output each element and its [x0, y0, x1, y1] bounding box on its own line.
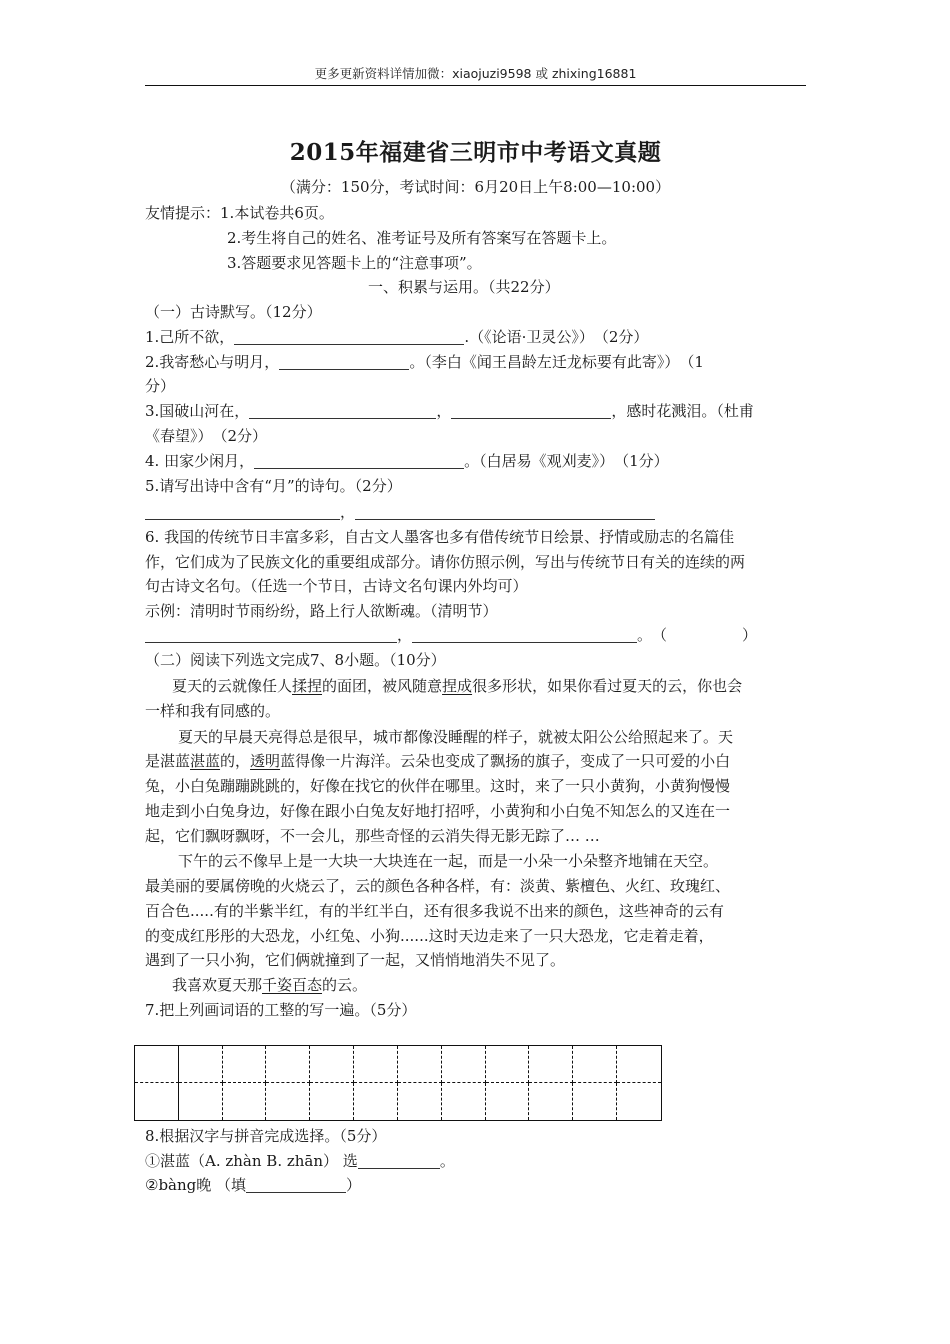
passage-line: 百合色.....有的半紫半红，有的半红半白，还有很多我说不出来的颜色，这些神奇的云有	[145, 902, 724, 920]
passage-line	[172, 975, 367, 995]
question-6-answer	[145, 625, 757, 645]
question-3	[145, 401, 754, 421]
question-text: ②bàng晚 （填	[145, 1176, 247, 1194]
passage-text: 的面团，被风随意	[322, 677, 443, 695]
answer-blank[interactable]	[145, 627, 397, 643]
answer-blank[interactable]	[451, 403, 611, 419]
passage-text: 的，	[220, 752, 251, 770]
question-6-line: 作，它们成为了民族文化的重要组成部分。请你仿照示例，写出与传统节日有关的连续的两	[145, 553, 746, 571]
page-header-note: 更多更新资料详情加微：xiaojuzi9598 或 zhixing16881	[314, 66, 637, 81]
answer-blank[interactable]	[234, 329, 464, 345]
passage-text: 我喜欢夏天那	[172, 976, 263, 994]
question-text: 。 （ ）	[637, 626, 758, 644]
question-5-answer	[145, 502, 655, 522]
tips-line-1	[145, 203, 334, 223]
question-8-option-1	[145, 1151, 455, 1171]
question-text: ，	[436, 402, 452, 420]
underlined-word: 千姿百态	[262, 976, 323, 994]
question-5: 5.请写出诗中含有“月”的诗句。（2分）	[145, 477, 402, 495]
question-6-line: 句古诗文名句。（任选一个节日，古诗文名句课内外均可）	[145, 577, 528, 595]
answer-blank[interactable]	[279, 354, 409, 370]
underlined-word: 湛蓝	[190, 752, 221, 770]
tip-item: 3.答题要求见答题卡上的“注意事项”。	[227, 254, 482, 272]
underlined-word: 透明	[250, 752, 281, 770]
passage-text: 的云。	[322, 976, 368, 994]
question-text: ）	[346, 1176, 362, 1194]
question-text: ，感时花溅泪。（杜甫	[611, 402, 754, 420]
passage-line: 下午的云不像早上是一大块一大块连在一起，而是一小朵一小朵整齐地铺在天空。	[178, 852, 719, 870]
passage-text: 很多形状，如果你看过夏天的云，你也会	[472, 677, 743, 695]
exam-subtitle: （满分：150分，考试时间：6月20日上午8:00—10:00）	[280, 178, 671, 196]
passage-line: 地走到小白兔身边，好像在跟小白兔友好地打招呼，小黄狗和小白兔不知怎么的又连在一	[145, 802, 731, 820]
writing-grid[interactable]	[134, 1045, 662, 1121]
question-7: 7.把上列画词语的工整的写一遍。（5分）	[145, 1001, 417, 1019]
question-text: 。	[439, 1152, 455, 1170]
passage-line	[145, 751, 730, 771]
question-text: ①湛蓝（A. zhàn B. zhān） 选	[145, 1152, 358, 1170]
question-text: ，	[340, 503, 356, 521]
tip-item: 2.考生将自己的姓名、准考证号及所有答案写在答题卡上。	[227, 229, 617, 247]
tip-item: 1.本试卷共6页。	[220, 204, 334, 222]
tips-label: 友情提示：	[145, 204, 221, 222]
question-text: .（《论语·卫灵公》） （2分）	[464, 328, 649, 346]
underlined-word: 揉捏	[292, 677, 323, 695]
question-text: 2.我寄愁心与明月，	[145, 353, 280, 371]
question-6-example: 示例：清明时节雨纷纷，路上行人欲断魂。（清明节）	[145, 602, 498, 620]
part1-heading: （一）古诗默写。（12分）	[145, 303, 322, 321]
passage-line: 兔，小白兔蹦蹦跳跳的，好像在找它的伙伴在哪里。这时，来了一只小黄狗，小黄狗慢慢	[145, 777, 731, 795]
passage-line: 最美丽的要属傍晚的火烧云了，云的颜色各种各样，有：淡黄、紫檀色、火红、玫瑰红、	[145, 877, 731, 895]
underlined-word: 捏成	[442, 677, 473, 695]
answer-blank[interactable]	[355, 504, 655, 520]
answer-blank[interactable]	[246, 1177, 346, 1193]
passage-line: 的变成红彤彤的大恐龙，小红兔、小狗......这时天边走来了一只大恐龙，它走着走着，	[145, 927, 714, 945]
part2-heading: （二）阅读下列选文完成7、8小题。（10分）	[145, 651, 446, 669]
answer-blank[interactable]	[254, 453, 464, 469]
question-text: 。（李白《闻王昌龄左迁龙标要有此寄》） （1	[409, 353, 704, 371]
passage-line: 起，它们飘呀飘呀，不一会儿，那些奇怪的云消失得无影无踪了… …	[145, 827, 600, 845]
question-6-line: 6. 我国的传统节日丰富多彩，自古文人墨客也多有借传统节日绘景、抒情或励志的名篇佳	[145, 528, 735, 546]
question-text: ，	[397, 626, 413, 644]
question-text: 4. 田家少闲月，	[145, 452, 255, 470]
answer-blank[interactable]	[358, 1153, 440, 1169]
passage-line: 夏天的早晨天亮得总是很早，城市都像没睡醒的样子，就被太阳公公给照起来了。天	[178, 728, 734, 746]
question-text: 3.国破山河在，	[145, 402, 250, 420]
question-4	[145, 451, 669, 471]
question-3-cont: 《春望》） （2分）	[145, 427, 268, 445]
passage-line: 遇到了一只小狗，它们俩就撞到了一起，又悄悄地消失不见了。	[145, 951, 566, 969]
header-divider	[145, 85, 806, 86]
question-2	[145, 352, 704, 372]
section-heading: 一、积累与运用。（共22分）	[368, 278, 560, 296]
passage-line: 一样和我有同感的。	[145, 702, 281, 720]
question-text: 。（白居易《观刈麦》） （1分）	[464, 452, 669, 470]
question-2-cont: 分）	[145, 377, 176, 395]
exam-title: 2015年福建省三明市中考语文真题	[289, 139, 662, 166]
passage-text: 夏天的云就像任人	[172, 677, 293, 695]
question-1	[145, 327, 648, 347]
answer-blank[interactable]	[145, 504, 340, 520]
answer-blank[interactable]	[249, 403, 436, 419]
passage-text: 是湛蓝	[145, 752, 191, 770]
question-8-option-2	[145, 1175, 361, 1195]
passage-text: 蓝得像一片海洋。云朵也变成了飘扬的旗子，变成了一只可爱的小白	[280, 752, 731, 770]
answer-blank[interactable]	[412, 627, 637, 643]
question-text: 1.己所不欲，	[145, 328, 235, 346]
question-8: 8.根据汉字与拼音完成选择。（5分）	[145, 1127, 387, 1145]
passage-line	[172, 676, 742, 696]
